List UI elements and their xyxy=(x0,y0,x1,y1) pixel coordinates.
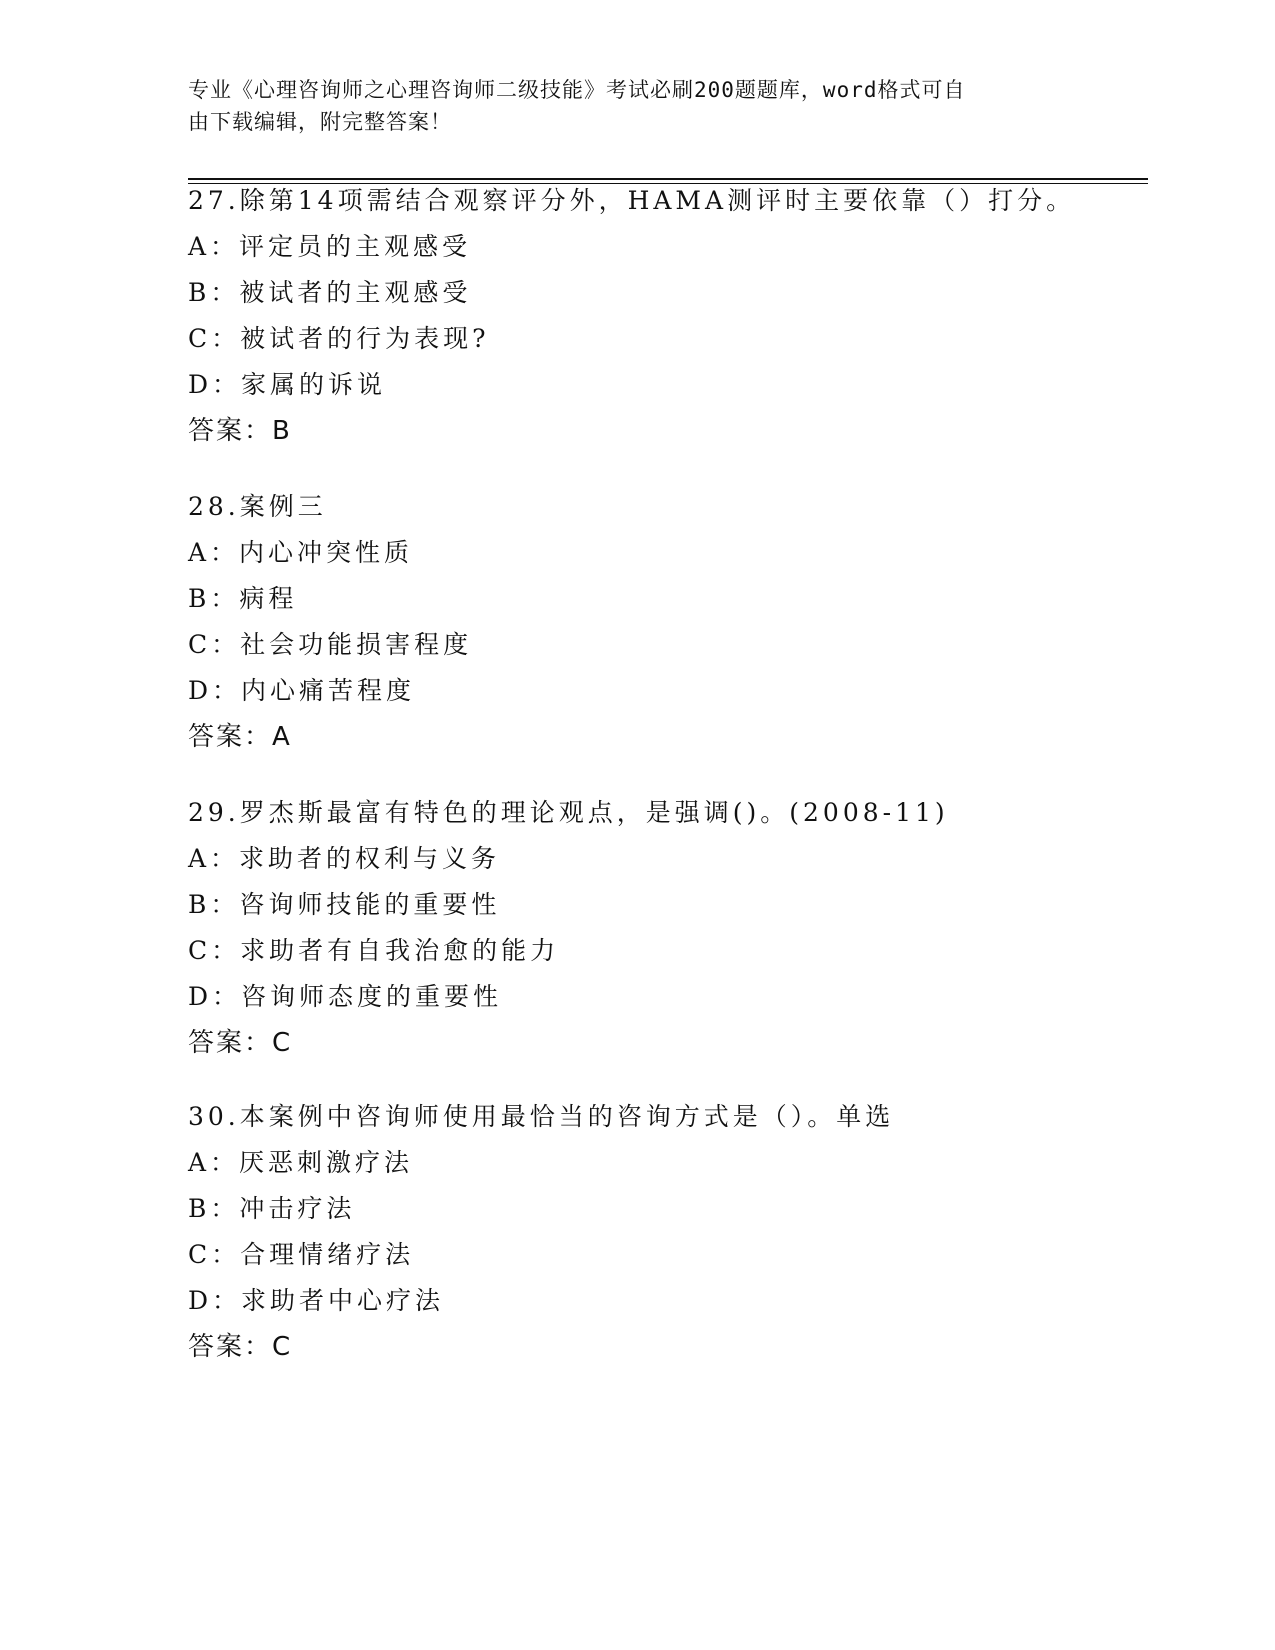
header-line-2: 由下载编辑，附完整答案！ xyxy=(188,110,452,134)
question-28 xyxy=(188,484,1148,760)
option-c: C：被试者的行为表现? xyxy=(188,324,490,353)
option-b: B：被试者的主观感受 xyxy=(188,278,472,307)
option-d: D：求助者中心疗法 xyxy=(188,1286,445,1315)
option-c: C：社会功能损害程度 xyxy=(188,630,473,659)
question-stem: 30.本案例中咨询师使用最恰当的咨询方式是（）。单选 xyxy=(188,1102,895,1131)
header-line-1: 专业《心理咨询师之心理咨询师二级技能》考试必刷200题题库，word格式可自 xyxy=(188,78,966,102)
question-stem: 27.除第14项需结合观察评分外，HAMA测评时主要依靠（）打分。 xyxy=(188,186,1076,215)
option-d: D：内心痛苦程度 xyxy=(188,676,416,705)
option-b: B：冲击疗法 xyxy=(188,1194,356,1223)
option-a: A：内心冲突性质 xyxy=(188,538,414,567)
question-29 xyxy=(188,790,1148,1066)
question-27 xyxy=(188,178,1148,454)
option-c: C：求助者有自我治愈的能力 xyxy=(188,936,560,965)
document-header xyxy=(188,74,1068,138)
option-d: D：咨询师态度的重要性 xyxy=(188,982,503,1011)
answer-label: 答案：B xyxy=(188,416,292,446)
option-a: A：求助者的权利与义务 xyxy=(188,844,501,873)
option-a: A：厌恶刺激疗法 xyxy=(188,1148,414,1177)
answer-label: 答案：A xyxy=(188,722,292,752)
question-stem: 28.案例三 xyxy=(188,492,327,521)
answer-label: 答案：C xyxy=(188,1332,293,1362)
question-30 xyxy=(188,1094,1148,1370)
answer-label: 答案：C xyxy=(188,1028,293,1058)
option-d: D：家属的诉说 xyxy=(188,370,387,399)
question-stem: 29.罗杰斯最富有特色的理论观点，是强调()。(2008-11) xyxy=(188,798,949,827)
option-a: A：评定员的主观感受 xyxy=(188,232,472,261)
option-b: B：病程 xyxy=(188,584,298,613)
option-b: B：咨询师技能的重要性 xyxy=(188,890,501,919)
option-c: C：合理情绪疗法 xyxy=(188,1240,415,1269)
